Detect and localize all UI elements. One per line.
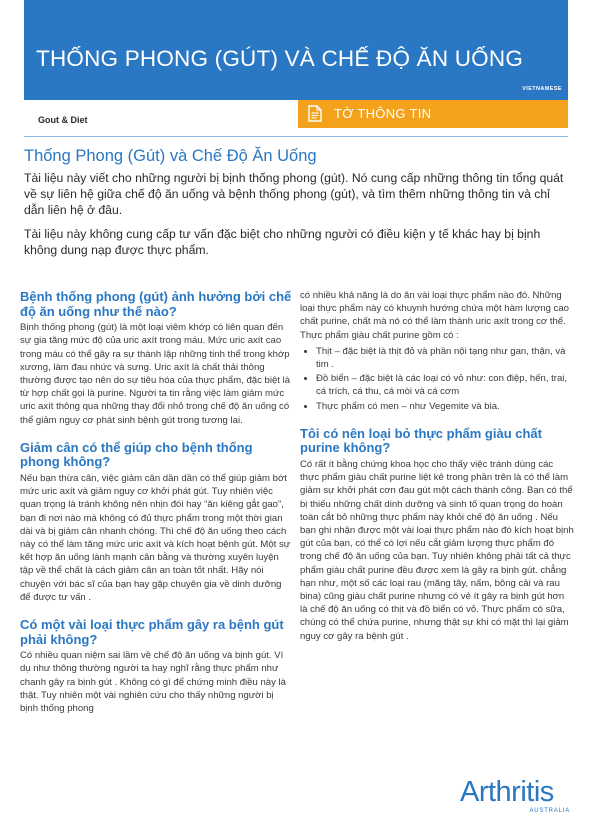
logo-wordmark: Arthritis — [460, 776, 554, 808]
intro-paragraph-1: Tài liệu này viết cho những người bị bịnh thống phong (gút). Nó cung cấp những thông tin tổng quát về sự liên hệ giữa chế độ ăn uống và bệnh thống phong (gút), và tìm thêm những thông tin và chỉ dẫn liên hệ ở đâu. — [24, 171, 564, 218]
right-column — [300, 289, 574, 643]
document-icon — [308, 105, 322, 127]
header-divider — [24, 136, 568, 137]
intro-paragraph-2: Tài liệu này không cung cấp tư vấn đặc biệt cho những người có điều kiện y tế khác hay bị bịnh không dung nạp được thực phẩm. — [24, 227, 541, 258]
left-column — [20, 290, 294, 715]
section-heading-weight-loss: Giảm cân có thể giúp cho bệnh thống phong không? — [20, 439, 253, 470]
section-body-avoid-purine: Có rất ít bằng chứng khoa học cho thấy việc tránh dùng các thực phẩm giàu chất purine liệt kê trong phần trên là có thể làm giảm sự khởi phát cơn đau gút một cách thành công. Bạn có thể bị thiếu những chất dinh dưỡng và sinh tố quan trọng do hoàn toàn cắt bỏ những thực phẩm này khỏi chế độ ăn uống . Nếu bạn ghi nhận được một vài loại thực phẩm nào đó kích hoạt bịnh gút của bạn, có thể có lợi nếu cắt giảm lượng thực phẩm đó trong chế độ ăn uống của bạn. Tuy nhiên không phải tất cả thực phẩm giàu chất purine đều được xem là gây ra bịnh gút. chẳng hạn như, một số các loại rau (măng tây, nấm, bông cải và rau bina) cũng giàu chất purine nhưng có vẻ ít gây ra bịnh gút hơn là chế độ ăn uống có thịt và đồ biển có vỏ. Thực phẩm có sữa, chúng có thể chứa purine, nhưng thật sự khi có mặt thì lại giảm nguy cơ gây ra bệnh gút . — [300, 459, 574, 642]
list-item: • Đồ biển – đặc biệt là các loại có vỏ như: con điệp, hến, trai, cá trích, cá thu, cá mòi và cá cơm — [316, 372, 574, 398]
section-body-diet-effect: Bịnh thống phong (gút) là một loại viêm khớp có liên quan đến sự gia tăng mức độ của uric axít trong máu. Mức uric axít cao trong máu có thể gây ra sự thành lập những tinh thể trong khớp xương, làm đau nhức và sưng. Uric axít là chất thải thông thường được tạo nên do sự tiêu hóa của thực phẩm, đặc biệt là từ hợp chất gọi là purine. Người ta tin rằng việc làm giảm mức uric axít thông qua những thay đổi nhỏ trong chế độ ăn uống có thể giảm nguy cơ phát sinh bệnh gút trong tương lai. — [20, 322, 291, 426]
list-item: • Thực phẩm có men – như Vegemite và bia. — [316, 400, 574, 413]
page-heading: Thống Phong (Gút) và Chế Độ Ăn Uống — [24, 147, 317, 165]
fact-sheet-label: TỜ THÔNG TIN — [334, 106, 432, 121]
section-heading-avoid-purine: Tôi có nên loại bỏ thực phẩm giàu chất purine không? — [300, 425, 542, 456]
logo-subtext: AUSTRALIA — [529, 808, 570, 814]
section-heading-trigger-foods: Có một vài loại thực phẩm gây ra bệnh gút phải không? — [20, 617, 284, 647]
purine-foods-intro: có nhiều khả năng là do ăn vài loại thực phẩm nào đó. Những loại thực phẩm này có khuynh hướng chứa một hàm lượng cao chất purine, chất mà nó có thể làm thành uric axít trong cơ thể. Thực phẩm giàu chất purine gồm có : — [300, 290, 569, 341]
document-title: THỐNG PHONG (GÚT) VÀ CHẾ ĐỘ ĂN UỐNG — [36, 46, 524, 71]
list-item: • Thịt – đặc biệt là thịt đỏ và phần nội tạng như gan, thận, và tim . — [316, 345, 574, 371]
section-heading-diet-effect: Bệnh thống phong (gút) ảnh hưởng bởi chế độ ăn uống như thế nào? — [20, 289, 292, 319]
english-subtitle: Gout & Diet — [38, 115, 88, 125]
language-label: VIETNAMESE — [522, 86, 562, 92]
arthritis-australia-logo — [460, 776, 572, 816]
section-body-weight-loss: Nếu bạn thừa cân, việc giảm cân dần dần có thể giúp giảm bớt mức uric axít và giảm nguy cơ khởi phát gút. Tuy nhiên việc quan trọng là tránh không nên nhịn đói hay “ăn kiêng gắt gao”, bạn đi nơi nào mà không có đủ thực phẩm trong một thời gian dài và bị giảm cân nhanh chóng. Thì chế độ ăn uống theo cách này có thể làm tăng mức uric axít và kích hoạt bệnh gút. Một sự kết hợp ăn uống lành mạnh cân bằng và thường xuyên luyện tập về thể chất là cách giảm cân an toàn tốt nhất. Hãy nói chuyện với bác sĩ của bạn hay gặp chuyên gia về dinh dưỡng để được tư vấn . — [20, 473, 291, 603]
section-body-trigger-foods: Có nhiều quan niệm sai lầm về chế độ ăn uống và bịnh gút. Ví dụ như thông thường người ta hay nghĩ rằng thực phẩm như chanh gây ra bịnh gút . Không có gì để chứng minh điều này là thật. Tuy nhiên một vài nghiên cứu cho thấy những người bị bịnh thống phong — [20, 650, 286, 715]
fact-sheet-tab — [298, 100, 568, 128]
purine-foods-list — [300, 345, 574, 413]
title-banner — [24, 0, 568, 100]
